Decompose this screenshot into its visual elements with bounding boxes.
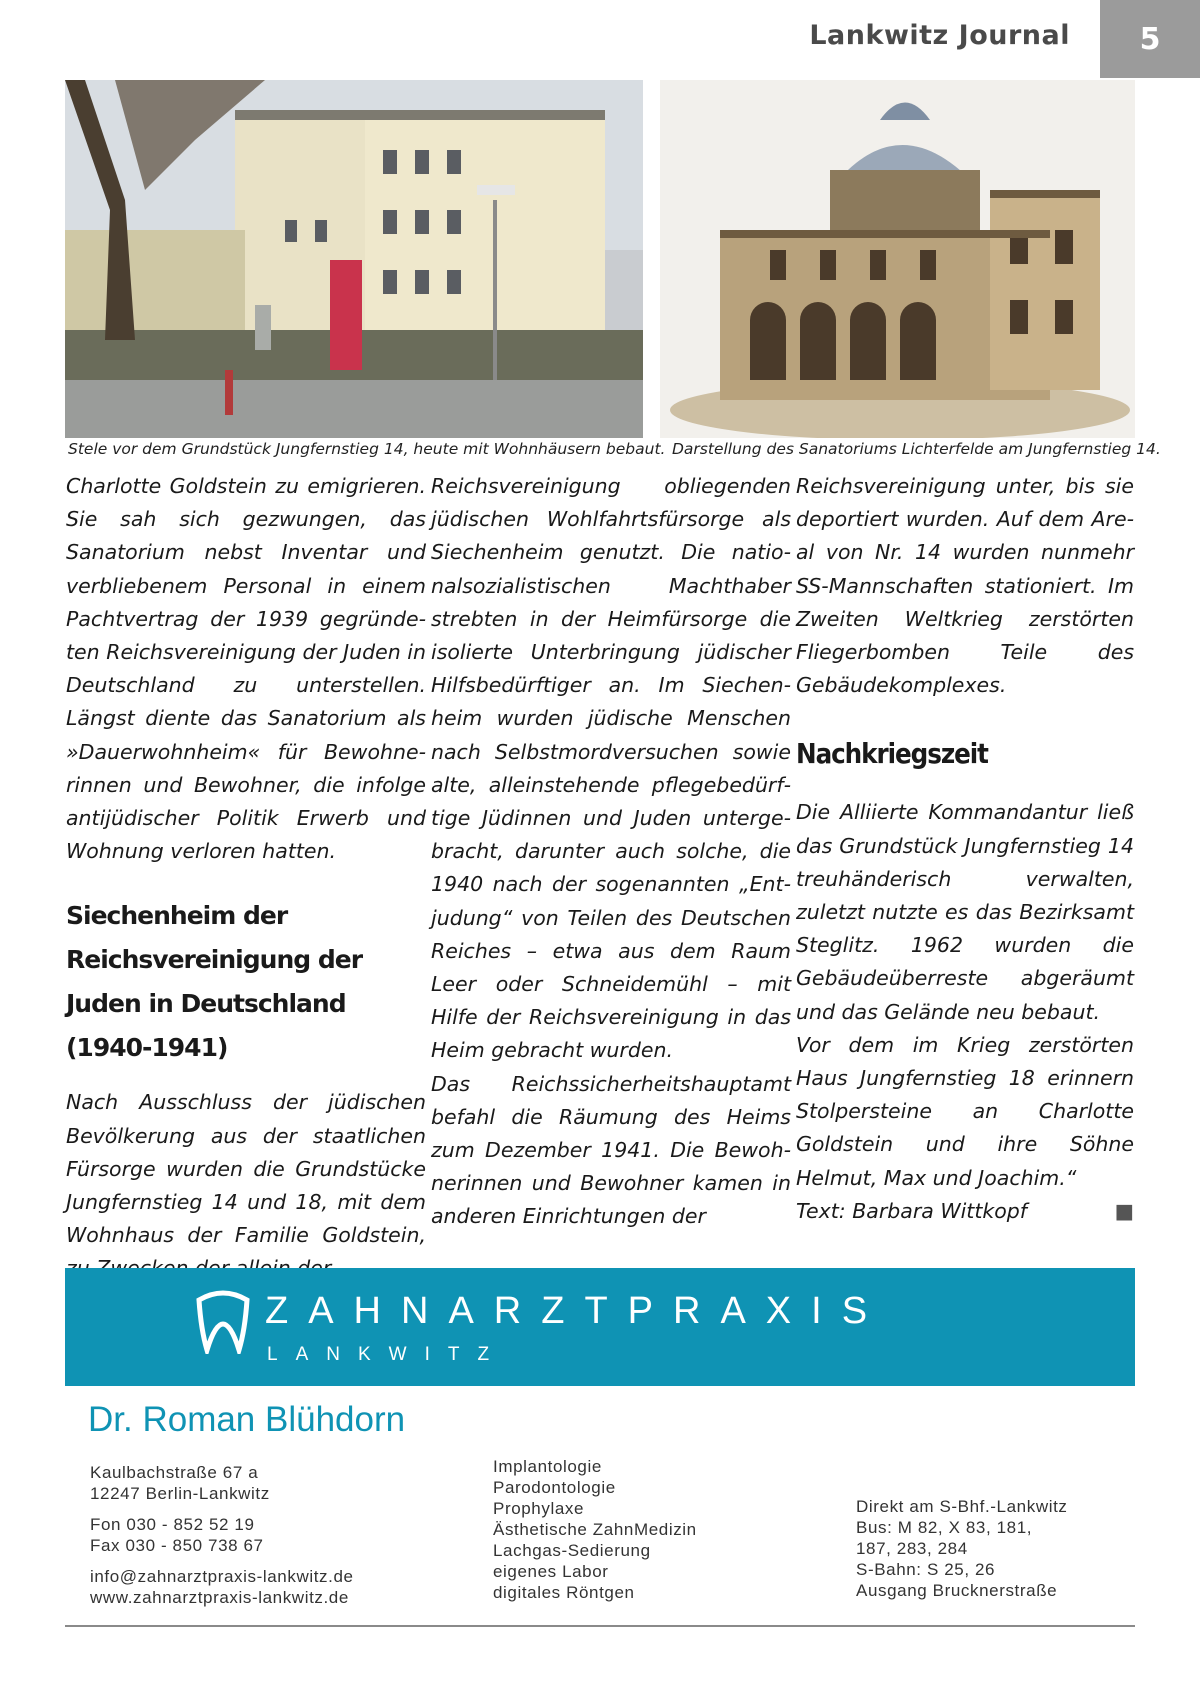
photo-sanatorium — [660, 80, 1135, 438]
ad-doctor-name: Dr. Roman Blühdorn — [88, 1400, 406, 1439]
photo-stele — [65, 80, 643, 438]
paragraph: Vor dem im Krieg zerstörten Haus Jungfernstieg 18 erinnern Stolpersteine an Charlotte Goldstein und ihre Söhne Helmut, Max und Joachim.“ — [796, 1032, 1134, 1190]
article-column-2 — [431, 470, 791, 1234]
tooth-logo-icon — [195, 1290, 251, 1354]
caption-left: Stele vor dem Grundstück Jungfernstieg 14, heute mit Wohnhäusern bebaut. — [68, 440, 666, 458]
paragraph: Charlotte Goldstein zu emigrieren. Sie sah sich gezwungen, das Sanatorium nebst Inventar und verbliebenem Personal in einem Pachtvertrag der 1939 gegründeten Reichsvereinigung der Juden in Deutschland zu unterstellen. Längst diente das Sanatorium als »Dauerwohnheim« für Bewohnerinnen und Bewohner, die infolge antijüdischer Politik Erwerb und Wohnung verloren hatten. — [66, 474, 426, 864]
ad-transit: Direkt am S-Bhf.-Lankwitz Bus: M 82, X 83, 181, 187, 283, 284 S-Bahn: S 25, 26 Ausgang Brucknerstraße — [856, 1497, 1068, 1600]
paragraph: Reichsvereinigung unter, bis sie deportiert wurden. Auf dem Areal von Nr. 14 wurden nunmehr SS-Mannschaften stationiert. Im Zweiten Weltkrieg zerstörten Fliegerbomben Teile des Gebäudekomplexes. — [796, 474, 1134, 698]
paragraph: Reichsvereinigung obliegenden jüdischen Wohlfahrtsfürsorge als Siechenheim genutzt. Die nationalsozialistischen Machthaber strebten in der Heimfürsorge die isolierte Unterbringung jüdischer Hilfsbedürftiger an. Im Siechenheim wurden jüdische Menschen nach Selbstmordversuchen sowie alte, alleinstehende pflegebedürftige Jüdinnen und Juden untergebracht, darunter auch solche, die 1940 nach der sogenannten „Entjudung“ von Teilen des Deutschen Reiches – etwa aus dem Raum Leer oder Schneidemühl – mit Hilfe der Reichsvereinigung in das Heim gebracht wurden. — [431, 474, 791, 1063]
section-heading: Nachkriegszeit — [796, 737, 988, 771]
ad-brand: ZAHNARZTPRAXIS — [265, 1290, 888, 1332]
ad-web: info@zahnarztpraxis-lankwitz.de www.zahnarztpraxis-lankwitz.de — [90, 1567, 354, 1607]
paragraph: Nach Ausschluss der jüdischen Bevölkerung aus der staatlichen Fürsorge wurden die Grundstücke Jungfernstieg 14 und 18, mit dem Wohnhaus der Familie Goldstein, — [66, 1090, 426, 1248]
caption-right: Darstellung des Sanatoriums Lichterfelde am Jungfernstieg 14. — [672, 440, 1161, 458]
ad-divider — [65, 1625, 1135, 1627]
journal-title: Lankwitz Journal — [809, 20, 1070, 51]
author: Text: Barbara Wittkopf — [796, 1198, 1028, 1223]
ad-subbrand: LANKWITZ — [267, 1344, 508, 1365]
ad-phone: Fon 030 - 852 52 19 Fax 030 - 850 738 67 — [90, 1515, 264, 1555]
ad-services: Implantologie Parodontologie Prophylaxe Ästhetische ZahnMedizin Lachgas-Sedierung eigenes Labor digitales Röntgen — [493, 1457, 697, 1602]
author-line — [796, 1195, 1134, 1228]
article-column-3 — [796, 470, 1134, 1228]
paragraph: Die Alliierte Kommandantur ließ das Grundstück Jungfernstieg 14 treuhänderisch verwalten, zuletzt nutzte es das Bezirksamt Steglitz. 1962 wurden die Gebäudeüberreste abgeräumt und das Gelände neu bebaut. — [796, 800, 1134, 1024]
section-heading: Siechenheim der Reichsvereinigung der Juden in Deutschland (1940-1941) — [66, 901, 363, 1063]
page-number: 5 — [1100, 0, 1200, 78]
end-mark-icon: ■ — [1114, 1198, 1134, 1223]
article-column-1 — [66, 470, 426, 1286]
ad-banner — [65, 1268, 1135, 1386]
paragraph: Das Reichssicherheitshauptamt befahl die Räumung des Heims zum Dezember 1941. Die Bewohnerinnen und Bewohner kamen in anderen Einrichtungen der — [431, 1071, 791, 1229]
ad-address: Kaulbachstraße 67 a 12247 Berlin-Lankwitz — [90, 1463, 270, 1503]
